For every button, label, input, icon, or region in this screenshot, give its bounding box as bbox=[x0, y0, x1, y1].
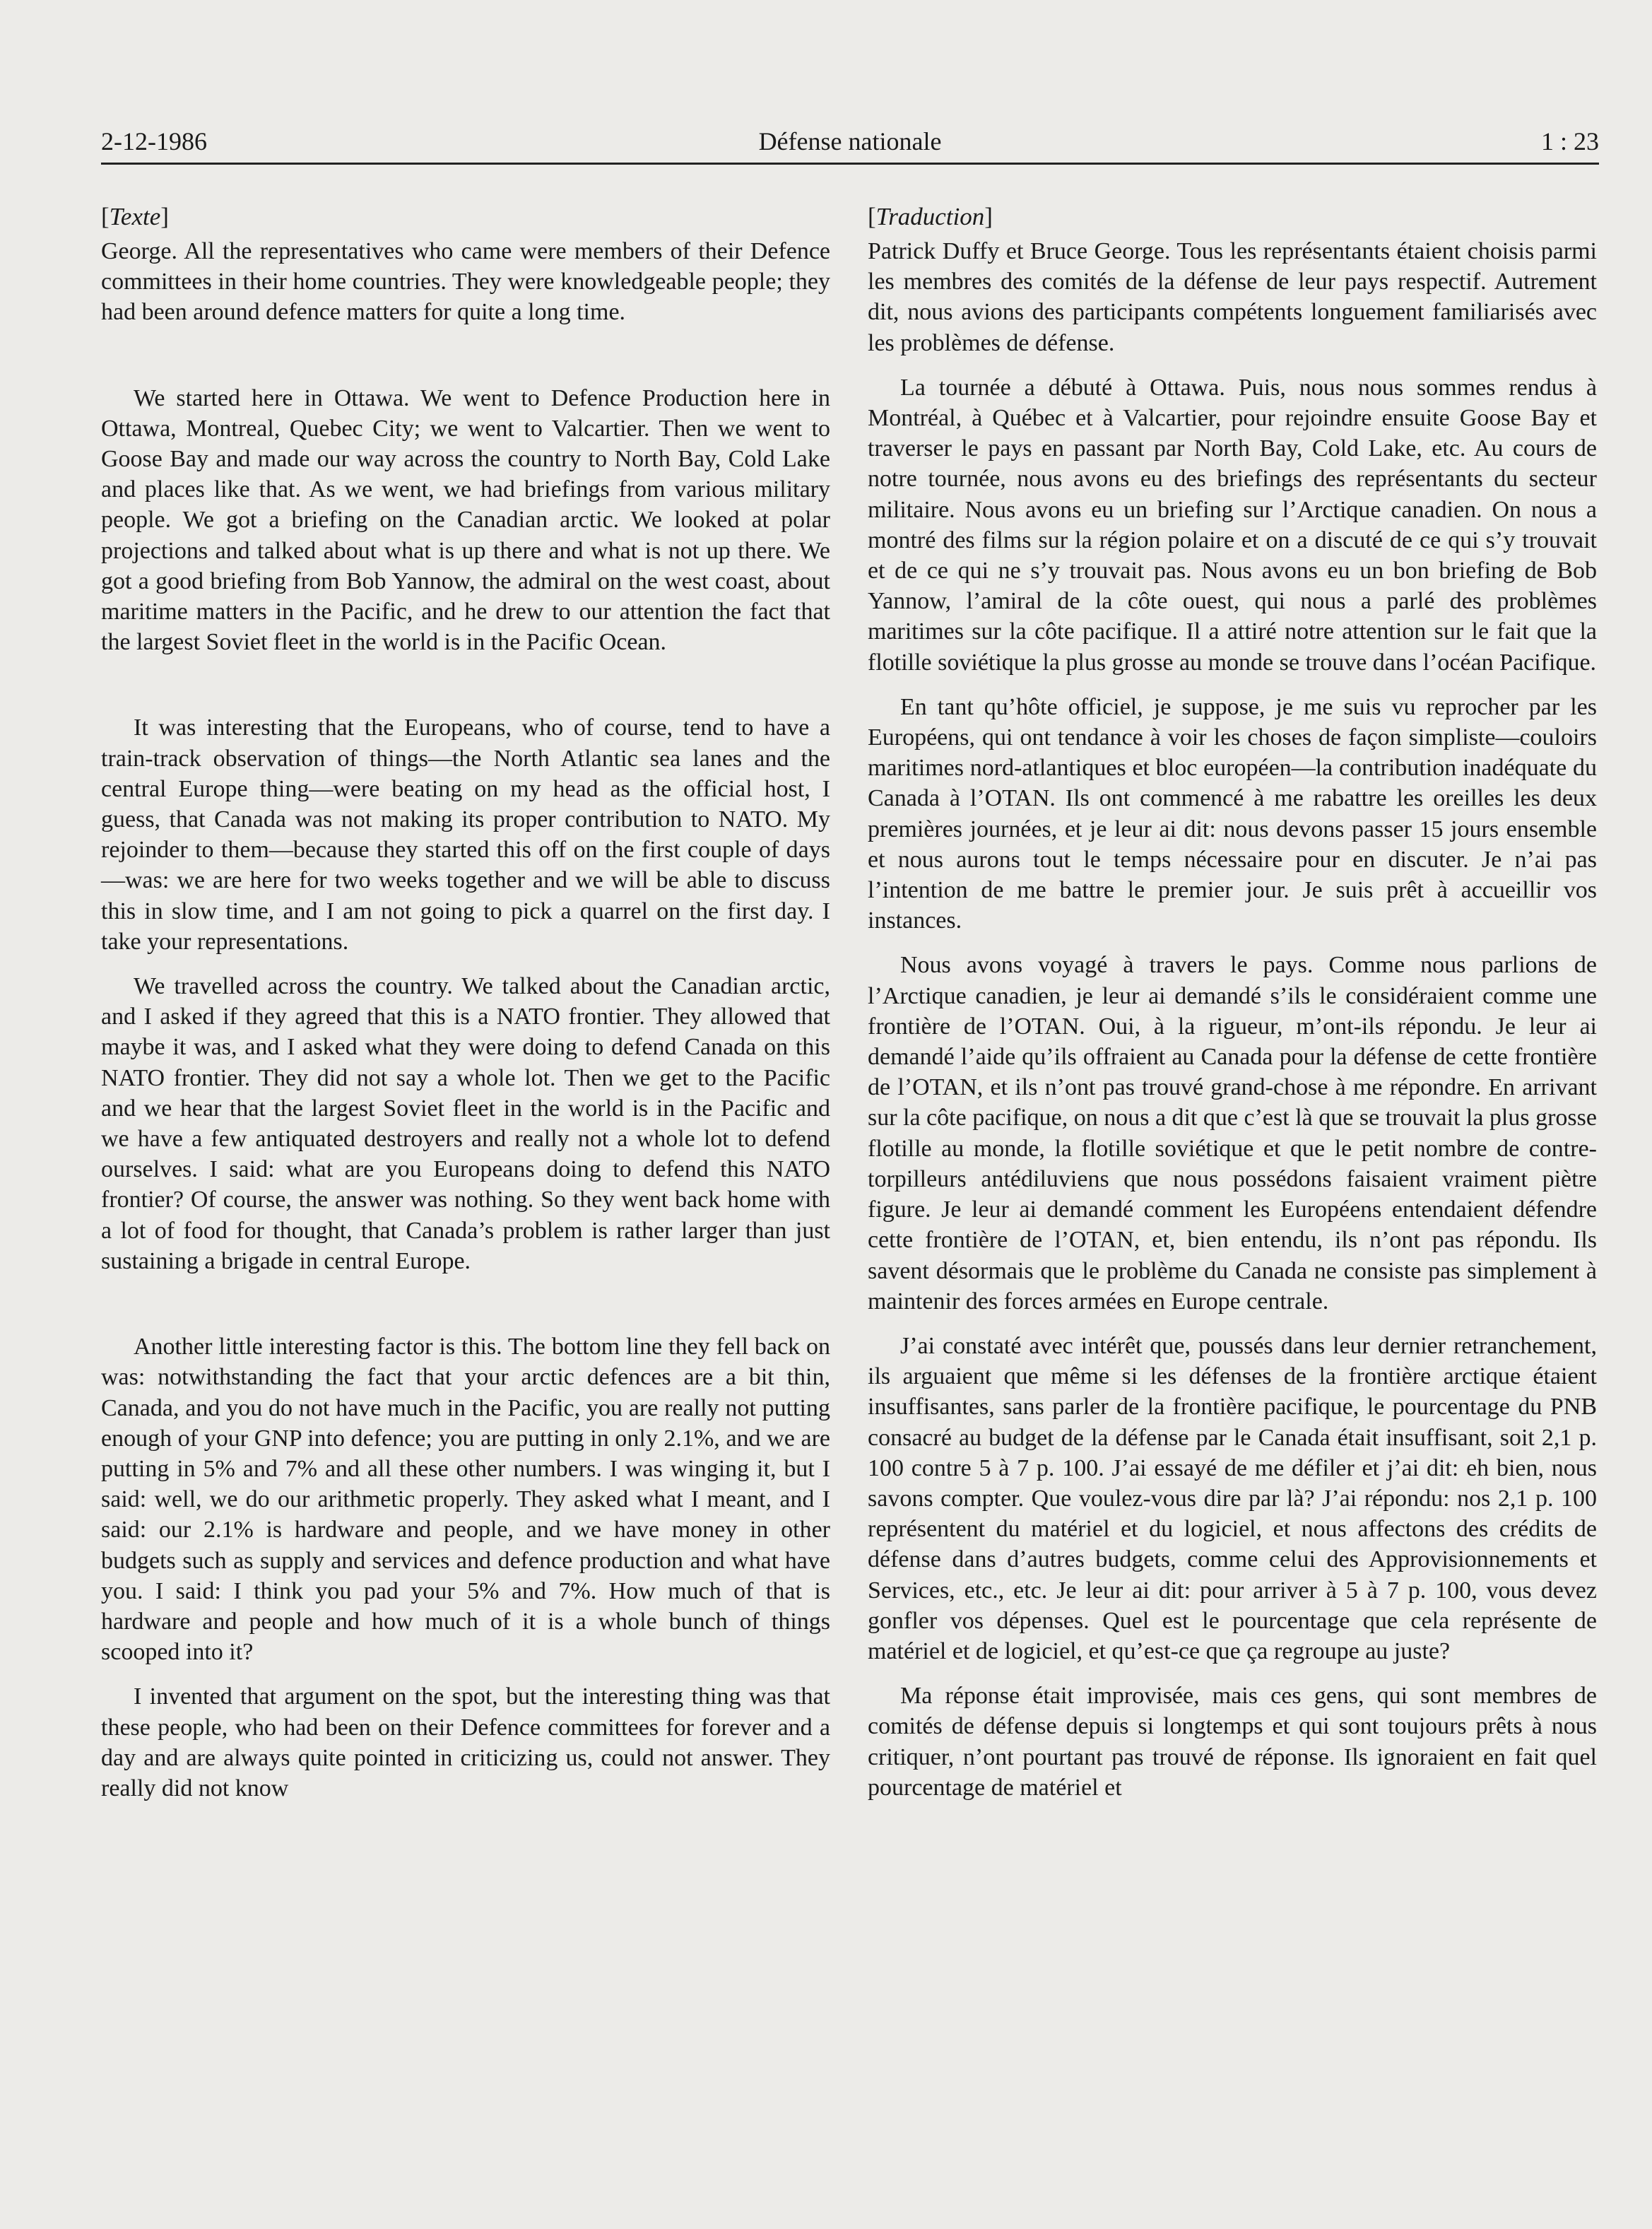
paragraph: We travelled across the country. We talked about the Canadian arctic, and I asked if they agreed that this is a NATO frontier. They allowed that maybe it was, and I asked what they were doing to defend Canada on this NATO frontier. They did not say a whole lot. Then we get to the Pacific and we hear that the largest Soviet fleet in the world is in the Pacific and we have a few antiquated destroyers and really not a whole lot to defend ourselves. I said: what are you Europeans doing to defend this NATO frontier? Of course, the answer was nothing. So they went back home with a lot of food for thought, that Canada’s problem is rather larger than just sustaining a brigade in central Europe. bbox=[101, 973, 830, 1274]
header-date: 2-12-1986 bbox=[101, 127, 207, 155]
paragraph: We started here in Ottawa. We went to Defence Production here in Ottawa, Montreal, Quebec City; we went to Valcartier. Then we went to Goose Bay and made our way across the country to North Bay, Cold Lake and places like that. As we went, we had briefings from various military people. We got a briefing on the Canadian arctic. We looked at polar projections and talked about what is up there and what is not up there. We got a good briefing from Bob Yannow, the admiral on the west coast, about maritime matters in the Pacific, and he drew to our attention the fact that the largest Soviet fleet in the world is in the Pacific Ocean. bbox=[101, 384, 830, 656]
paragraph: Another little interesting factor is this. The bottom line they fell back on was: notwithstanding the fact that your arctic defences are a bit thin, Canada, and you do not have much in the Pacific, you are really not putting enough of your GNP into defence; you are putting in only 2.1%, and we are putting in 5% and 7% and all these other numbers. I was winging it, but I said: well, we do our arithmetic properly. They asked what I meant, and I said: our 2.1% is hardware and people, and we have money in other budgets such as supply and services and defence production and what have you. I said: I think you pad your 5% and 7%. How much of that is hardware and people and how much of it is a whole bunch of things scooped into it? bbox=[101, 1334, 830, 1666]
paragraph: J’ai constaté avec intérêt que, poussés dans leur dernier retranchement, ils arguaient que même si les défenses de la frontière arctique étaient insuffisantes, sans parler de la frontière pacifique, le pourcentage du PNB consacré au budget de la défense par le Canada était insuffisant, soit 2,1 p. 100 contre 5 à 7 p. 100. J’ai essayé de me défiler et j’ai dit: eh bien, nous savons compter. Que voulez-vous dire par là? J’ai répondu: nos 2,1 p. 100 représentent du matériel et du logiciel, et nous affectons des crédits de défense dans d’autres budgets, comme celui des Approvisionnements et Services, etc., etc. Je leur ai dit: pour arriver à 5 à 7 p. 100, vous devez gonfler vos dépenses. Quel est le pourcentage que cela représente de matériel et de logiciel, et qu’est-ce que ça regroupe au juste? bbox=[868, 1332, 1597, 1664]
page-header bbox=[101, 124, 1599, 161]
paragraph: I invented that argument on the spot, but the interesting thing was that these people, who had been on their Defence committees for forever and a day and are always quite pointed in criticizing us, could not answer. They really did not know bbox=[101, 1683, 830, 1801]
label-text: Texte bbox=[109, 203, 161, 230]
paragraph: George. All the representatives who came were members of their Defence committees in their home countries. They were knowledgeable people; they had been around defence matters for quite a long time. bbox=[101, 238, 830, 326]
paragraph: En tant qu’hôte officiel, je suppose, je me suis vu reprocher par les Européens, qui ont tendance à voir les choses de façon simpliste—couloirs maritimes nord-atlantiques et bloc européen—la contribution inadéquate du Canada à l’OTAN. Ils ont commencé à me rabattre les oreilles les deux premières journées, et je leur ai dit: nous devons passer 15 jours ensemble et nous aurons tout le temps nécessaire pour en discuter. Je n’ai pas l’intention de me battre le premier jour. Je suis prêt à accueillir vos instances. bbox=[868, 693, 1597, 934]
label-bracket-open: [ bbox=[101, 203, 110, 230]
right-column-label bbox=[868, 199, 1597, 235]
paragraph: Ma réponse était improvisée, mais ces gens, qui sont membres de comités de défense depuis si longtemps et qui sont toujours prêts à nous critiquer, n’ont pourtant pas trouvé de réponse. Ils ignoraient en fait quel pourcentage de matériel et bbox=[868, 1683, 1597, 1801]
header-title: Défense nationale bbox=[758, 127, 942, 155]
header-rule bbox=[101, 163, 1599, 165]
left-column-english bbox=[101, 199, 830, 1818]
label-bracket-close: ] bbox=[160, 203, 169, 230]
paragraph: La tournée a débuté à Ottawa. Puis, nous nous sommes rendus à Montréal, à Québec et à Valcartier, pour rejoindre ensuite Goose Bay et traverser le pays en passant par North Bay, Cold Lake, etc. Au cours de notre tournée, nous avons eu des briefings des représentants du secteur militaire. Nous avons eu un briefing sur l’Arctique canadien. On nous a montré des films sur la région polaire et on a discuté de ce qui s’y trouvait et de ce qui ne s’y trouvait pas. Nous avons eu un bon briefing de Bob Yannow, l’amiral de la côte ouest, qui nous a parlé des problèmes maritimes sur la côte pacifique. Il a attiré notre attention sur le fait que la flotille soviétique la plus grosse au monde se trouve dans l’océan Pacifique. bbox=[868, 374, 1597, 676]
right-column-french bbox=[868, 199, 1597, 1817]
label-bracket-open: [ bbox=[868, 203, 876, 230]
paragraph: Patrick Duffy et Bruce George. Tous les représentants étaient choisis parmi les membres des comités de la défense de leur pays respectif. Autrement dit, nous avions des participants compétents longuement familiarisés avec les problèmes de défense. bbox=[868, 238, 1597, 356]
label-text: Traduction bbox=[875, 203, 985, 230]
header-page-number: 1 : 23 bbox=[1540, 127, 1599, 155]
paragraph: Nous avons voyagé à travers le pays. Comme nous parlions de l’Arctique canadien, je leur ai demandé s’ils le considéraient comme une frontière de l’OTAN. Oui, à la rigueur, m’ont-ils répondu. Je leur ai demandé l’aide qu’ils offraient au Canada pour la défense de cette frontière de l’OTAN, et ils n’ont pas trouvé grand-chose à me répondre. En arrivant sur la côte pacifique, on nous a dit que c’est là que se trouvait la plus grosse flotille au monde, la flotille soviétique et que le petit nombre de contre-torpilleurs antédiluviens que nous possédons faisaient vraiment piètre figure. Je leur ai demandé comment les Européens entendaient défendre cette frontière de l’OTAN, et, bien entendu, ils n’ont pas répondu. Ils savent désormais que le problème du Canada ne consiste pas simplement à maintenir des forces armées en Europe centrale. bbox=[868, 952, 1597, 1315]
left-column-label bbox=[101, 199, 830, 235]
label-bracket-close: ] bbox=[984, 203, 993, 230]
paragraph: It was interesting that the Europeans, who of course, tend to have a train-track observation of things—the North Atlantic sea lanes and the central Europe thing—were beating on my head as the official host, I guess, that Canada was not making its proper contribution to NATO. My rejoinder to them—because they started this off on the first couple of days—was: we are here for two weeks together and we will be able to discuss this in slow time, and I am not going to pick a quarrel on the first day. I take your representations. bbox=[101, 714, 830, 955]
